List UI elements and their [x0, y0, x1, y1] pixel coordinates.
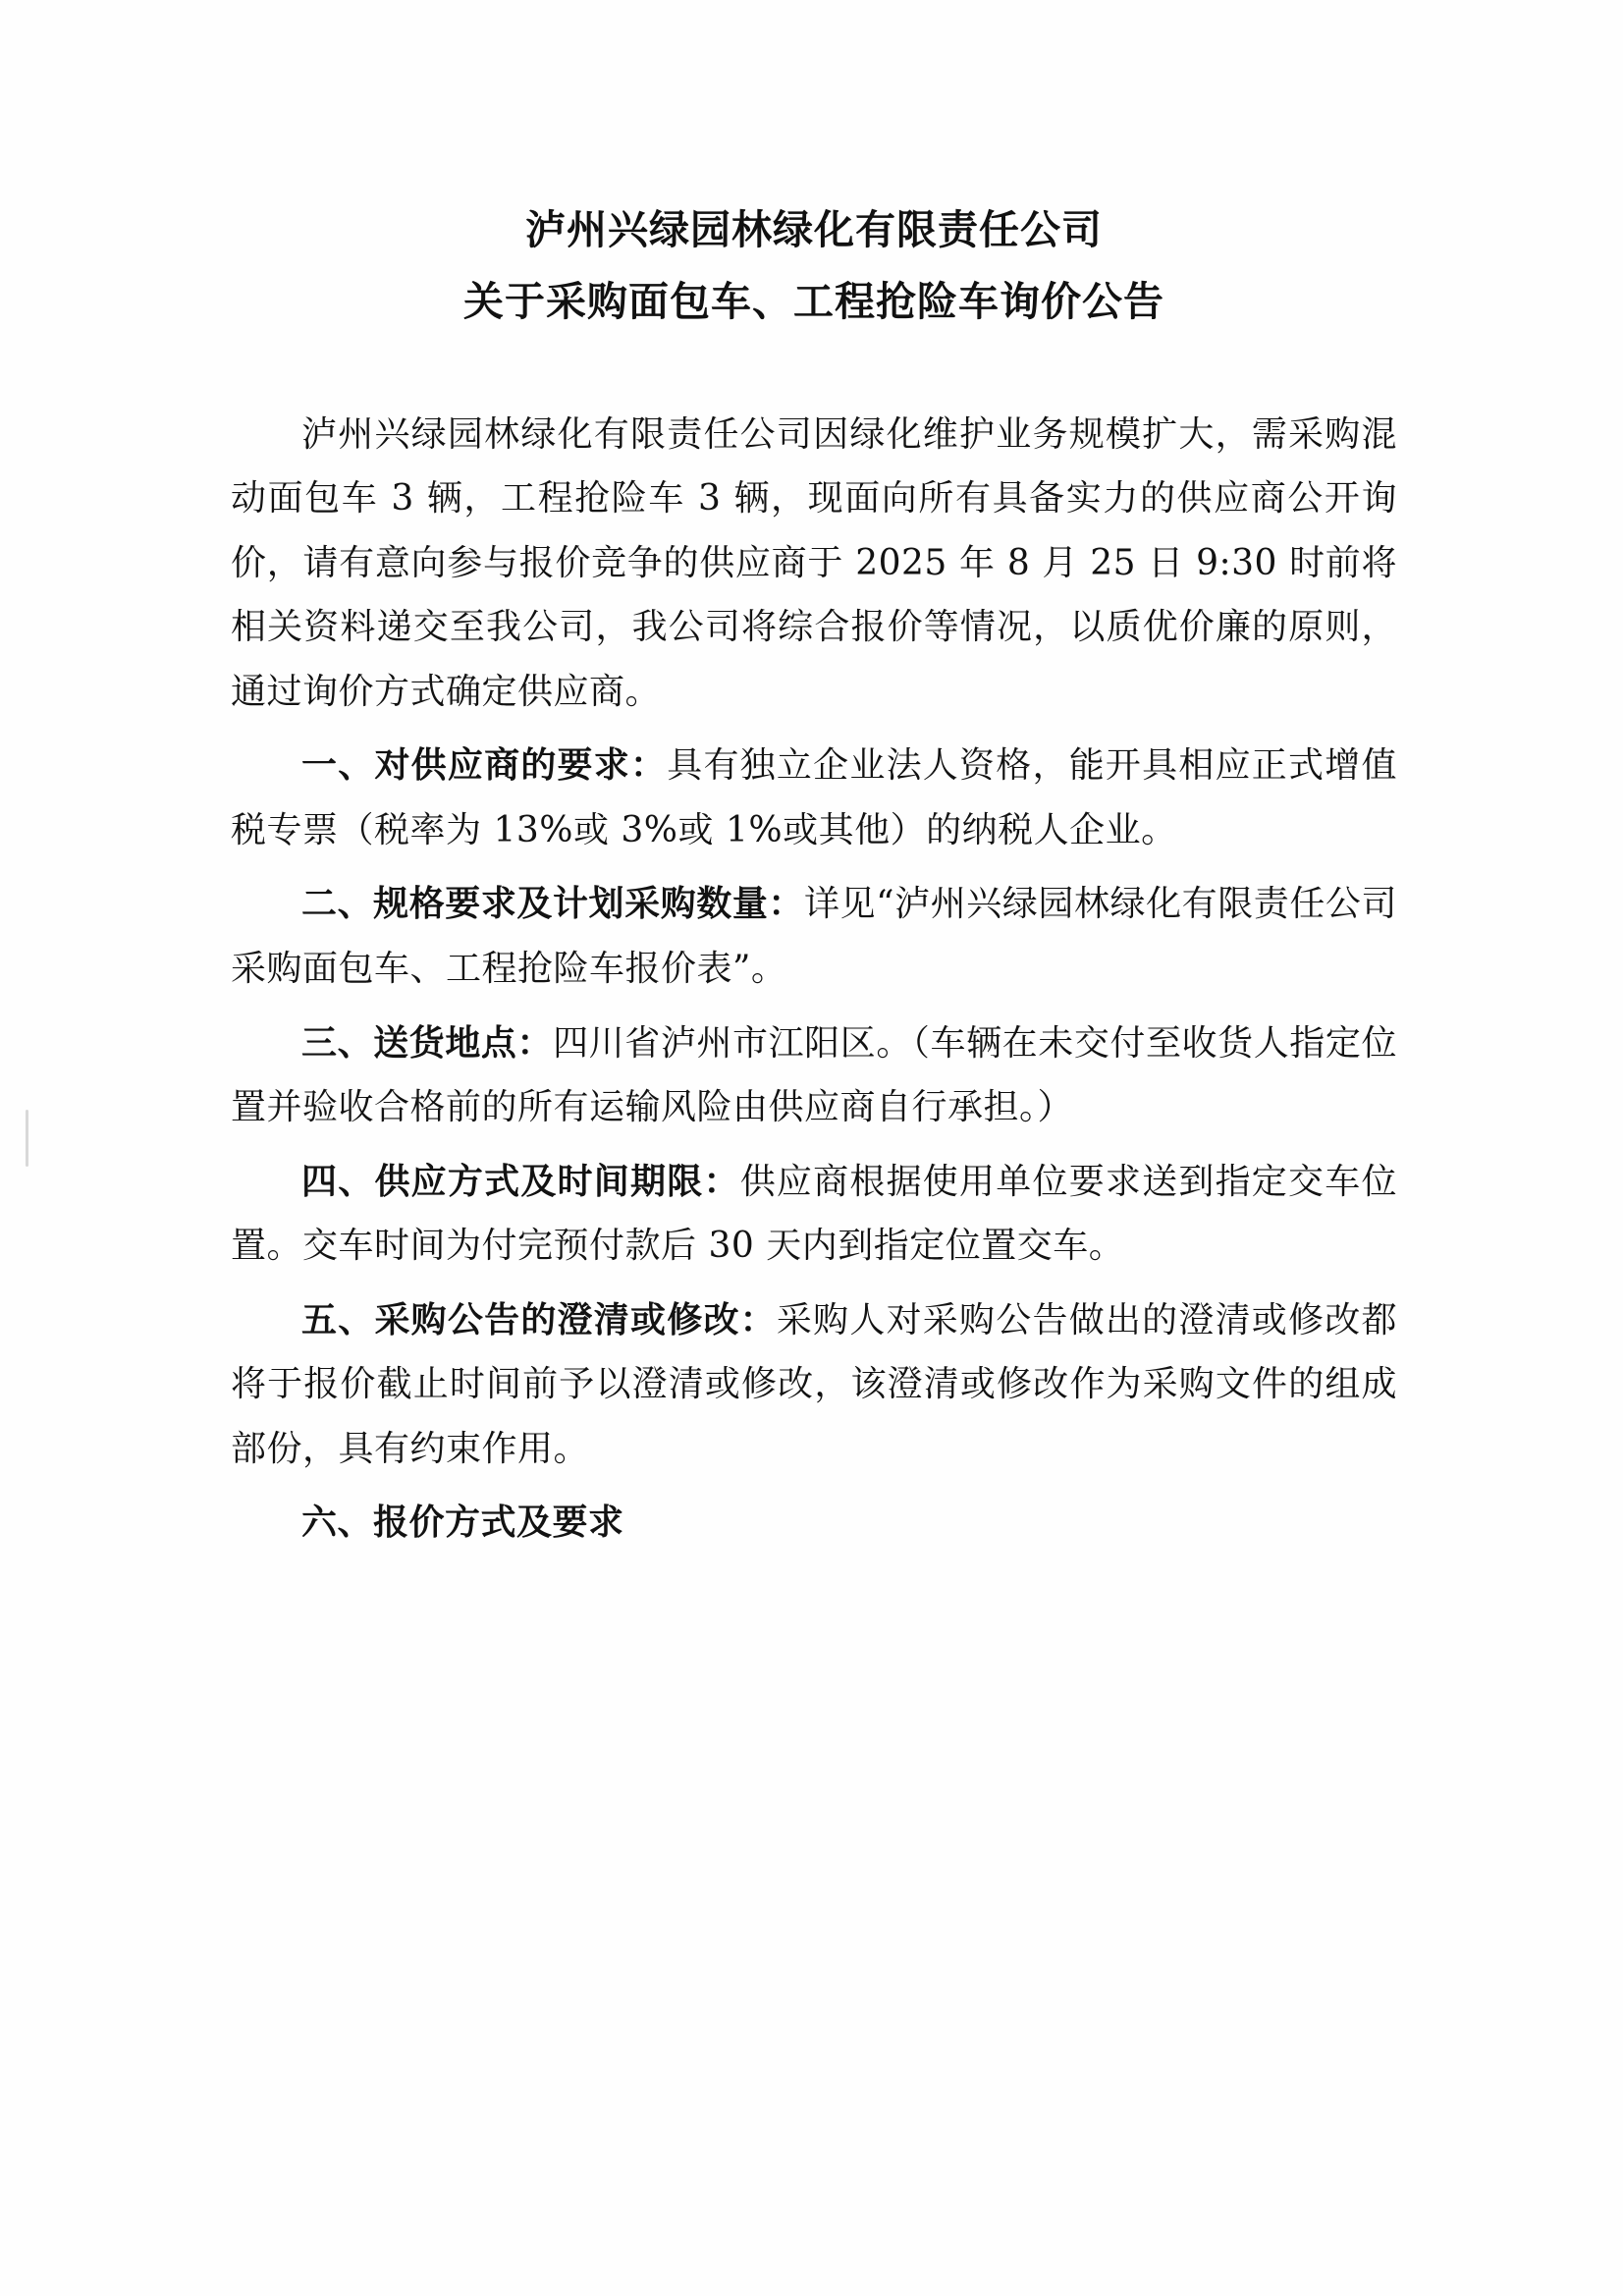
paragraph-intro — [231, 403, 1397, 725]
paragraph-intro-text: 泸州兴绿园林绿化有限责任公司因绿化维护业务规模扩大，需采购混动面包车 3 辆，工程抢险车 3 辆，现面向所有具备实力的供应商公开询价，请有意向参与报价竞争的供应商于 2025 年 8 月 25 日 9:30 时前将相关资料递交至我公司，我公司将综合报价等情况，以质优价廉的原则，通过询价方式确定供应商。 — [231, 413, 1397, 712]
paragraph-item-2 — [231, 872, 1397, 1001]
paragraph-item-4 — [231, 1150, 1397, 1279]
paragraph-item-2-text: 详见“泸州兴绿园林绿化有限责任公司采购面包车、工程抢险车报价表”。 — [231, 884, 1397, 989]
paragraph-item-4-lead: 四、供应方式及时间期限： — [301, 1160, 740, 1202]
paragraph-item-4-text: 供应商根据使用单位要求送到指定交车位置。交车时间为付完预付款后 30 天内到指定位置交车。 — [231, 1161, 1397, 1267]
paragraph-item-1-lead: 一、对供应商的要求： — [301, 744, 668, 787]
paragraph-item-5-text: 采购人对采购公告做出的澄清或修改都将于报价截止时间前予以澄清或修改，该澄清或修改作为采购文件的组成部份，具有约束作用。 — [231, 1299, 1397, 1469]
title-line-2: 关于采购面包车、工程抢险车询价公告 — [463, 278, 1164, 326]
paragraph-item-1 — [231, 734, 1397, 862]
title-line-1: 泸州兴绿园林绿化有限责任公司 — [525, 206, 1103, 253]
paragraph-item-6 — [231, 1491, 1397, 1556]
page-title — [231, 201, 1397, 332]
document-body — [231, 403, 1397, 1556]
paragraph-item-5-lead: 五、采购公告的澄清或修改： — [301, 1298, 777, 1340]
paragraph-item-1-text: 具有独立企业法人资格，能开具相应正式增值税专票（税率为 13%或 3%或 1%或其他）的纳税人企业。 — [231, 745, 1397, 850]
paragraph-item-3-text: 四川省泸州市江阳区。（车辆在未交付至收货人指定位置并验收合格前的所有运输风险由供应商自行承担。） — [231, 1022, 1397, 1128]
paragraph-item-3 — [231, 1011, 1397, 1140]
paragraph-item-6-lead: 六、报价方式及要求 — [301, 1502, 624, 1544]
scan-artifact — [26, 1110, 28, 1167]
paragraph-item-3-lead: 三、送货地点： — [301, 1021, 554, 1064]
paragraph-item-5 — [231, 1288, 1397, 1482]
paragraph-item-2-lead: 二、规格要求及计划采购数量： — [301, 883, 804, 925]
